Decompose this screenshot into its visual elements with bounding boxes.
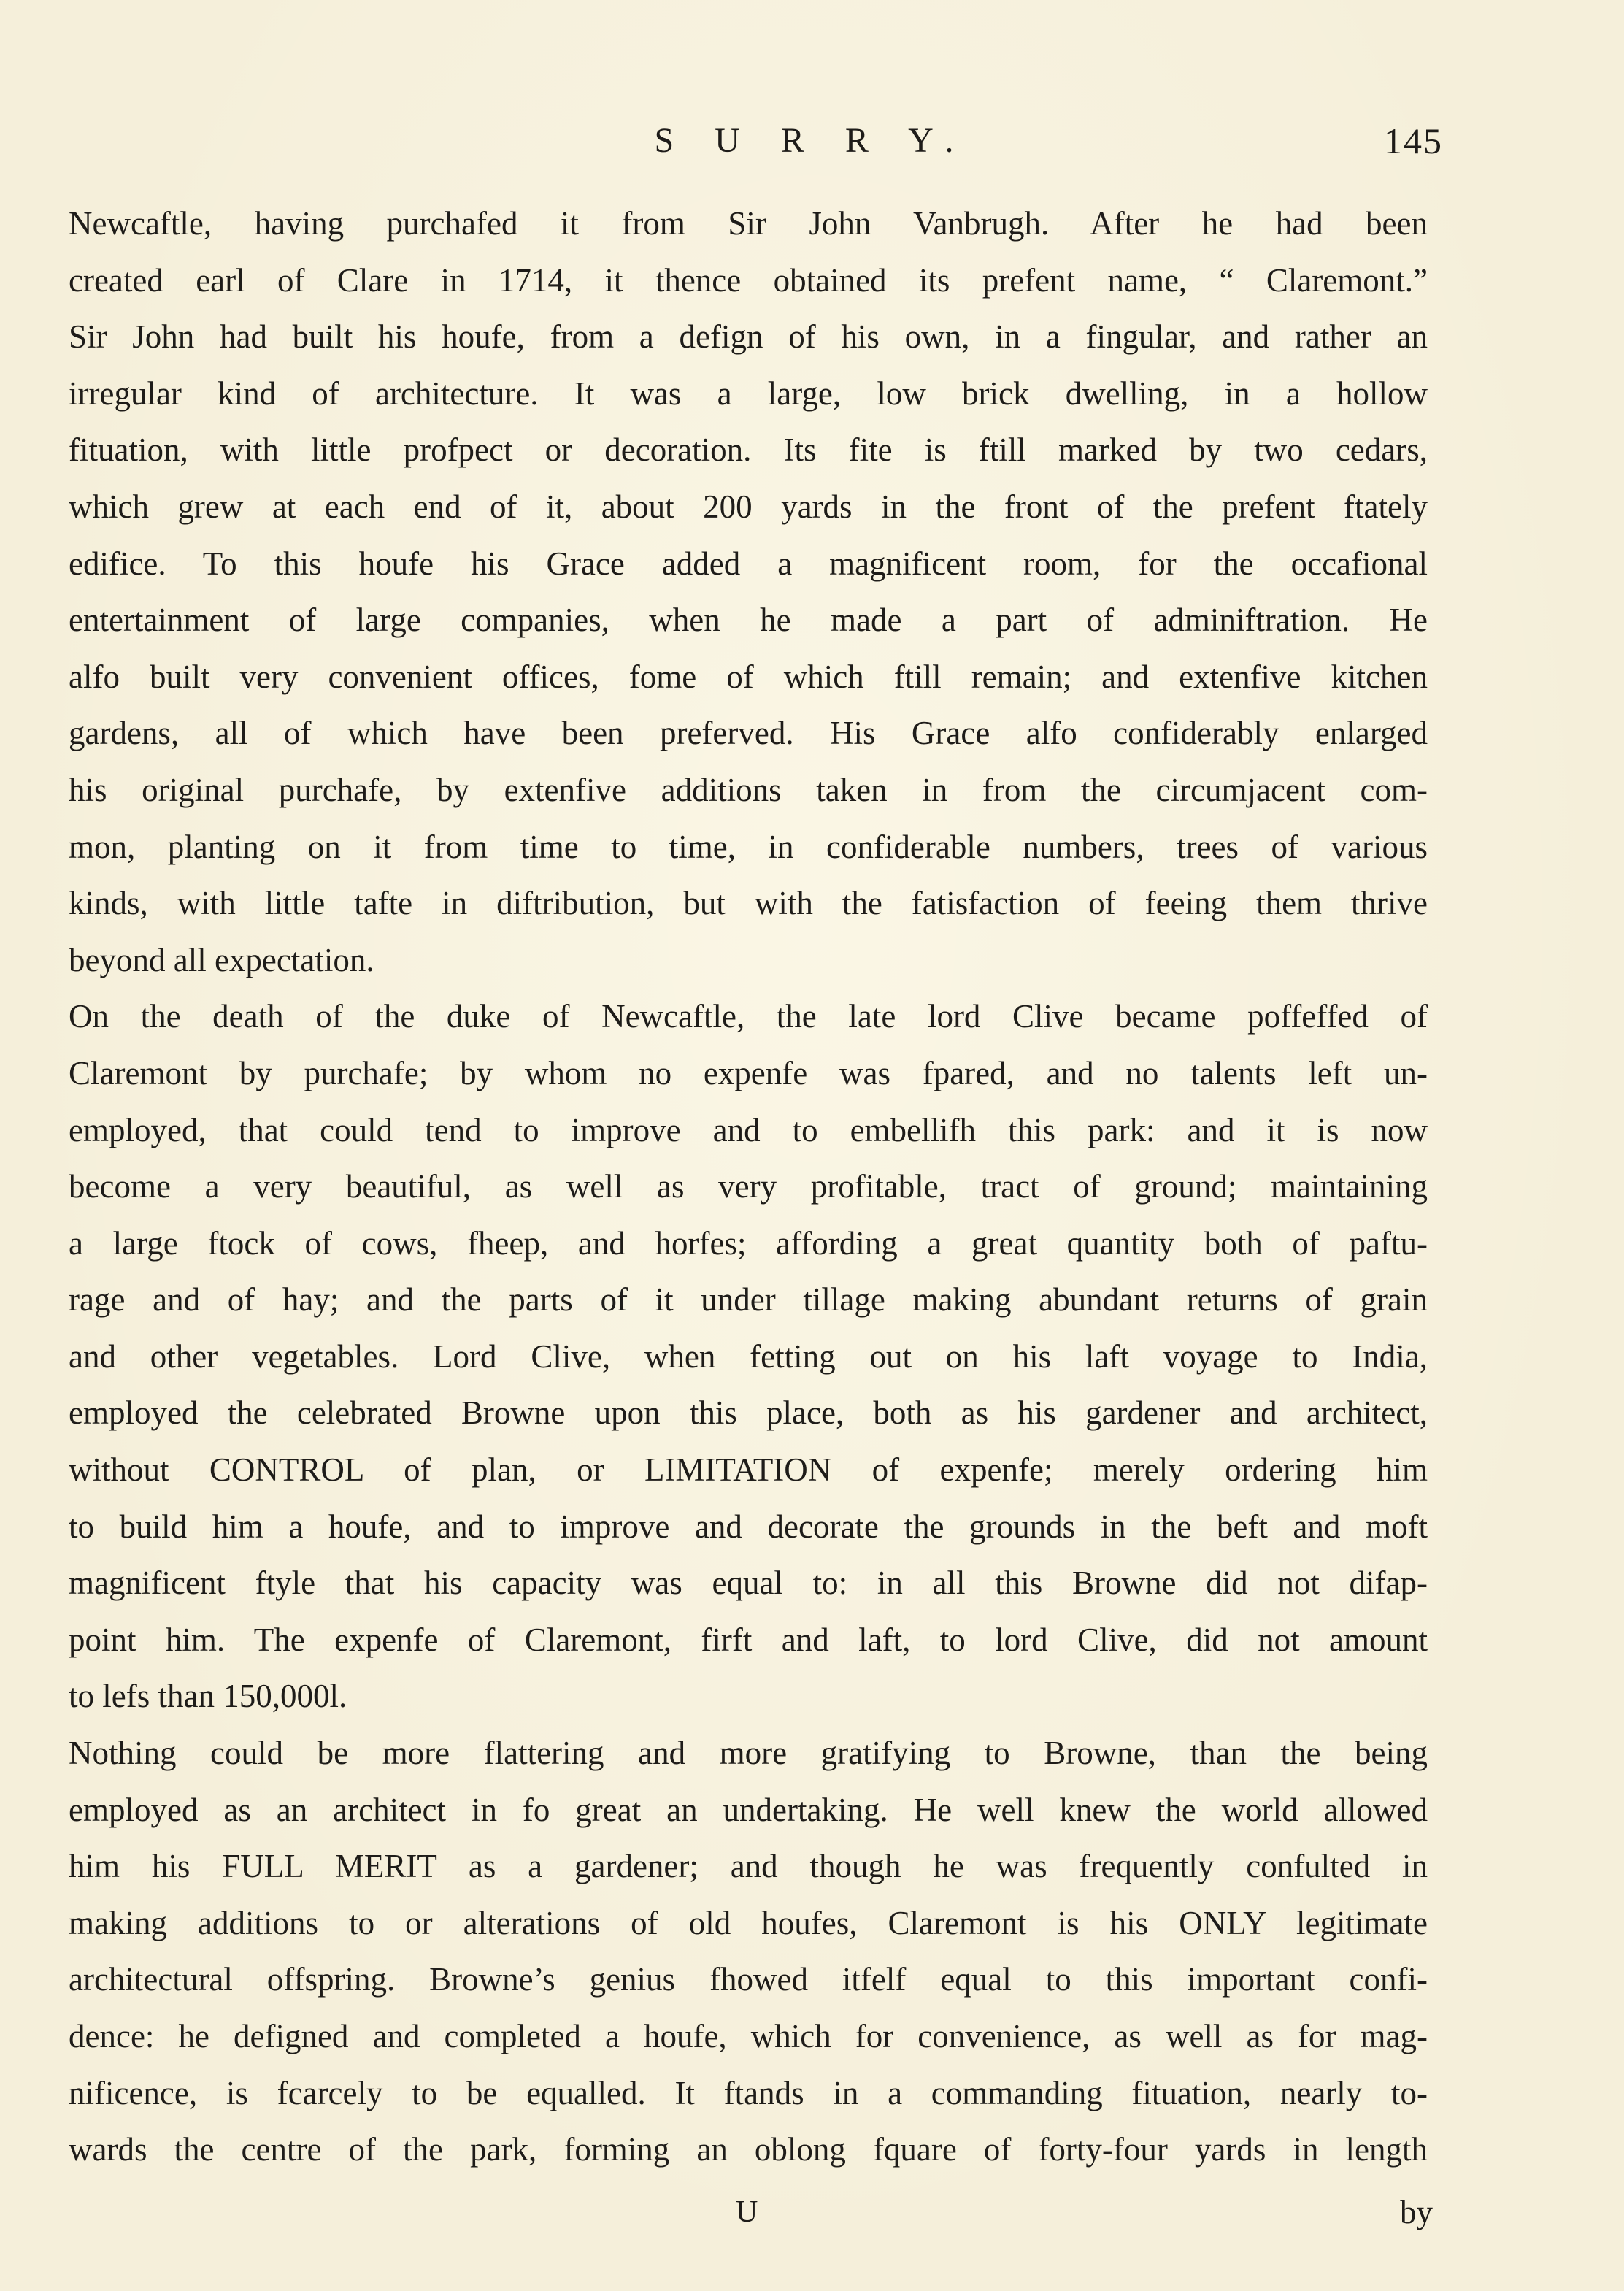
text-line: employed, that could tend to improve and to embellifh this park: and it is now xyxy=(69,1111,1428,1148)
text-line: On the death of the duke of Newcaftle, the late lord Clive became poffeffed of xyxy=(69,998,1428,1035)
text-line: beyond all expectation. xyxy=(69,941,374,978)
text-line: wards the centre of the park, forming an oblong fquare of forty-four yards in length xyxy=(69,2131,1428,2168)
text-line: created earl of Clare in 1714, it thence obtained its prefent name, “ Claremont.” xyxy=(69,261,1428,299)
text-line: mon, planting on it from time to time, in confiderable numbers, trees of various xyxy=(69,828,1428,865)
text-line: gardens, all of which have been preferved. His Grace alfo confiderably enlarged xyxy=(69,715,1428,752)
text-line: employed as an architect in fo great an undertaking. He well knew the world allowed xyxy=(69,1791,1428,1828)
text-line: irregular kind of architecture. It was a large, low brick dwelling, in a hollow xyxy=(69,375,1428,412)
body-text xyxy=(69,196,1428,2179)
text-line: nificence, is fcarcely to be equalled. It ftands in a commanding fituation, nearly to- xyxy=(69,2074,1428,2111)
text-line: his original purchafe, by extenfive additions taken in from the circumjacent com- xyxy=(69,771,1428,808)
text-line: Claremont by purchafe; by whom no expenfe was fpared, and no talents left un- xyxy=(69,1054,1428,1091)
text-line: edifice. To this houfe his Grace added a magnificent room, for the occafional xyxy=(69,545,1428,582)
running-title: S U R R Y. xyxy=(654,121,970,160)
text-line: alfo built very convenient offices, fome of which ftill remain; and extenfive kitchen xyxy=(69,658,1428,695)
text-line: Nothing could be more flattering and more gratifying to Browne, than the being xyxy=(69,1735,1428,1772)
text-line: Sir John had built his houfe, from a defign of his own, in a fingular, and rather an xyxy=(69,318,1428,356)
text-line: entertainment of large companies, when he made a part of adminiftration. He xyxy=(69,602,1428,639)
text-line: which grew at each end of it, about 200 yards in the front of the prefent ftately xyxy=(69,488,1428,525)
page-footer xyxy=(0,2183,1624,2241)
catchword: by xyxy=(1400,2194,1433,2230)
text-line: point him. The expenfe of Claremont, firft and laft, to lord Clive, did not amount xyxy=(69,1621,1428,1658)
text-line: without CONTROL of plan, or LIMITATION of expenfe; merely ordering him xyxy=(69,1451,1428,1489)
text-line: kinds, with little tafte in diftribution, but with the fatisfaction of feeing them thrive xyxy=(69,885,1428,922)
text-line: and other vegetables. Lord Clive, when fetting out on his laft voyage to India, xyxy=(69,1338,1428,1375)
signature-mark: U xyxy=(736,2195,758,2229)
text-line: employed the celebrated Browne upon this place, both as his gardener and architect, xyxy=(69,1394,1428,1432)
text-line: a large ftock of cows, fheep, and horfes; affording a great quantity both of paftu- xyxy=(69,1224,1428,1262)
text-line: to lefs than 150,000l. xyxy=(69,1678,347,1715)
text-line: rage and of hay; and the parts of it under tillage making abundant returns of grain xyxy=(69,1281,1428,1319)
text-line: him his FULL MERIT as a gardener; and though he was frequently confulted in xyxy=(69,1848,1428,1885)
text-line: dence: he defigned and completed a houfe, which for convenience, as well as for mag- xyxy=(69,2018,1428,2054)
text-line: Newcaftle, having purchafed it from Sir John Vanbrugh. After he had been xyxy=(69,205,1428,242)
text-line: to build him a houfe, and to improve and decorate the grounds in the beft and moft xyxy=(69,1508,1428,1545)
text-line: architectural offspring. Browne’s genius fhowed itfelf equal to this important confi- xyxy=(69,1961,1428,1998)
text-line: become a very beautiful, as well as very profitable, tract of ground; maintaining xyxy=(69,1168,1428,1205)
text-line: magnificent ftyle that his capacity was equal to: in all this Browne did not difap- xyxy=(69,1565,1428,1602)
page-number: 145 xyxy=(1384,120,1443,161)
running-head xyxy=(0,115,1624,166)
text-line: making additions to or alterations of old houfes, Claremont is his ONLY legitimate xyxy=(69,1904,1428,1941)
text-line: fituation, with little profpect or decoration. Its fite is ftill marked by two cedars, xyxy=(69,431,1428,469)
